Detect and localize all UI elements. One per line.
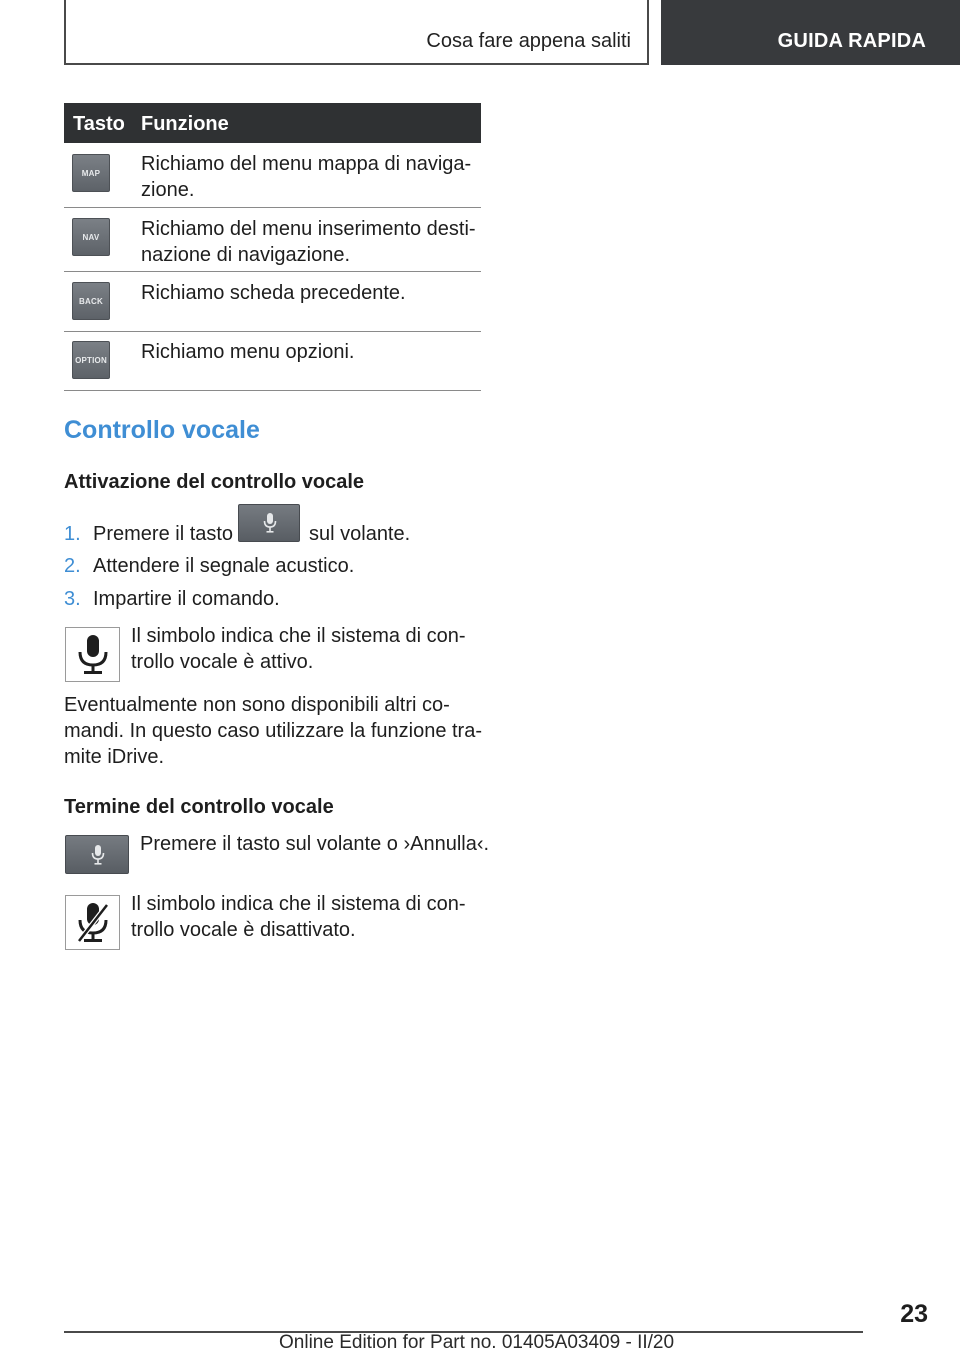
step-text: Impartire il comando. <box>93 588 280 610</box>
nav-key-icon: NAV <box>72 218 110 256</box>
section-title: Controllo vocale <box>64 416 260 444</box>
table-header <box>64 103 481 143</box>
step-number: 2. <box>64 555 81 577</box>
key-function-table <box>64 103 481 391</box>
step-number: 1. <box>64 523 81 545</box>
microphone-icon <box>65 835 129 874</box>
microphone-off-icon <box>65 895 120 950</box>
termination-instruction: Premere il tasto sul volante o ›Annulla‹. <box>140 833 490 855</box>
row-function-text: Richiamo scheda precedente. <box>141 282 406 304</box>
activation-heading: Attivazione del controllo vocale <box>64 471 365 493</box>
table-row <box>64 208 481 272</box>
map-key-icon: MAP <box>72 154 110 192</box>
microphone-active-icon <box>65 627 120 682</box>
step-text-after: sul volante. <box>309 523 411 545</box>
microphone-icon <box>238 504 300 542</box>
header-section-title: Cosa fare appena saliti <box>426 30 631 52</box>
termination-heading: Termine del controllo vocale <box>64 796 334 818</box>
table-header-function: Funzione <box>141 113 229 135</box>
step-text: Attendere il segnale acustico. <box>93 555 355 577</box>
table-row <box>64 332 481 391</box>
active-symbol-note: Il simbolo indica che il sistema di con- trollo vocale è attivo. <box>131 625 466 673</box>
step-number: 3. <box>64 588 81 610</box>
table-row <box>64 143 481 208</box>
row-function-text: Richiamo del menu inserimento desti- nazione di navigazione. <box>141 218 476 266</box>
table-row <box>64 272 481 332</box>
header-chapter-title: GUIDA RAPIDA <box>777 30 926 52</box>
back-key-icon: BACK <box>72 282 110 320</box>
header-chapter-box <box>661 0 960 65</box>
table-header-key: Tasto <box>73 113 125 135</box>
row-function-text: Richiamo menu opzioni. <box>141 341 355 363</box>
disabled-symbol-note: Il simbolo indica che il sistema di con- trollo vocale è disattivato. <box>131 893 466 941</box>
footer-edition: Online Edition for Part no. 01405A03409 - II/20 <box>279 1332 675 1353</box>
option-key-icon: OPTION <box>72 341 110 379</box>
row-function-text: Richiamo del menu mappa di naviga- zione. <box>141 153 472 201</box>
page-number: 23 <box>900 1300 928 1328</box>
header-section-box <box>64 0 649 65</box>
availability-note: Eventualmente non sono disponibili altri co- mandi. In questo caso utilizzare la funzione tra- mite iDrive. <box>64 694 482 768</box>
step-text: Premere il tasto <box>93 523 234 545</box>
